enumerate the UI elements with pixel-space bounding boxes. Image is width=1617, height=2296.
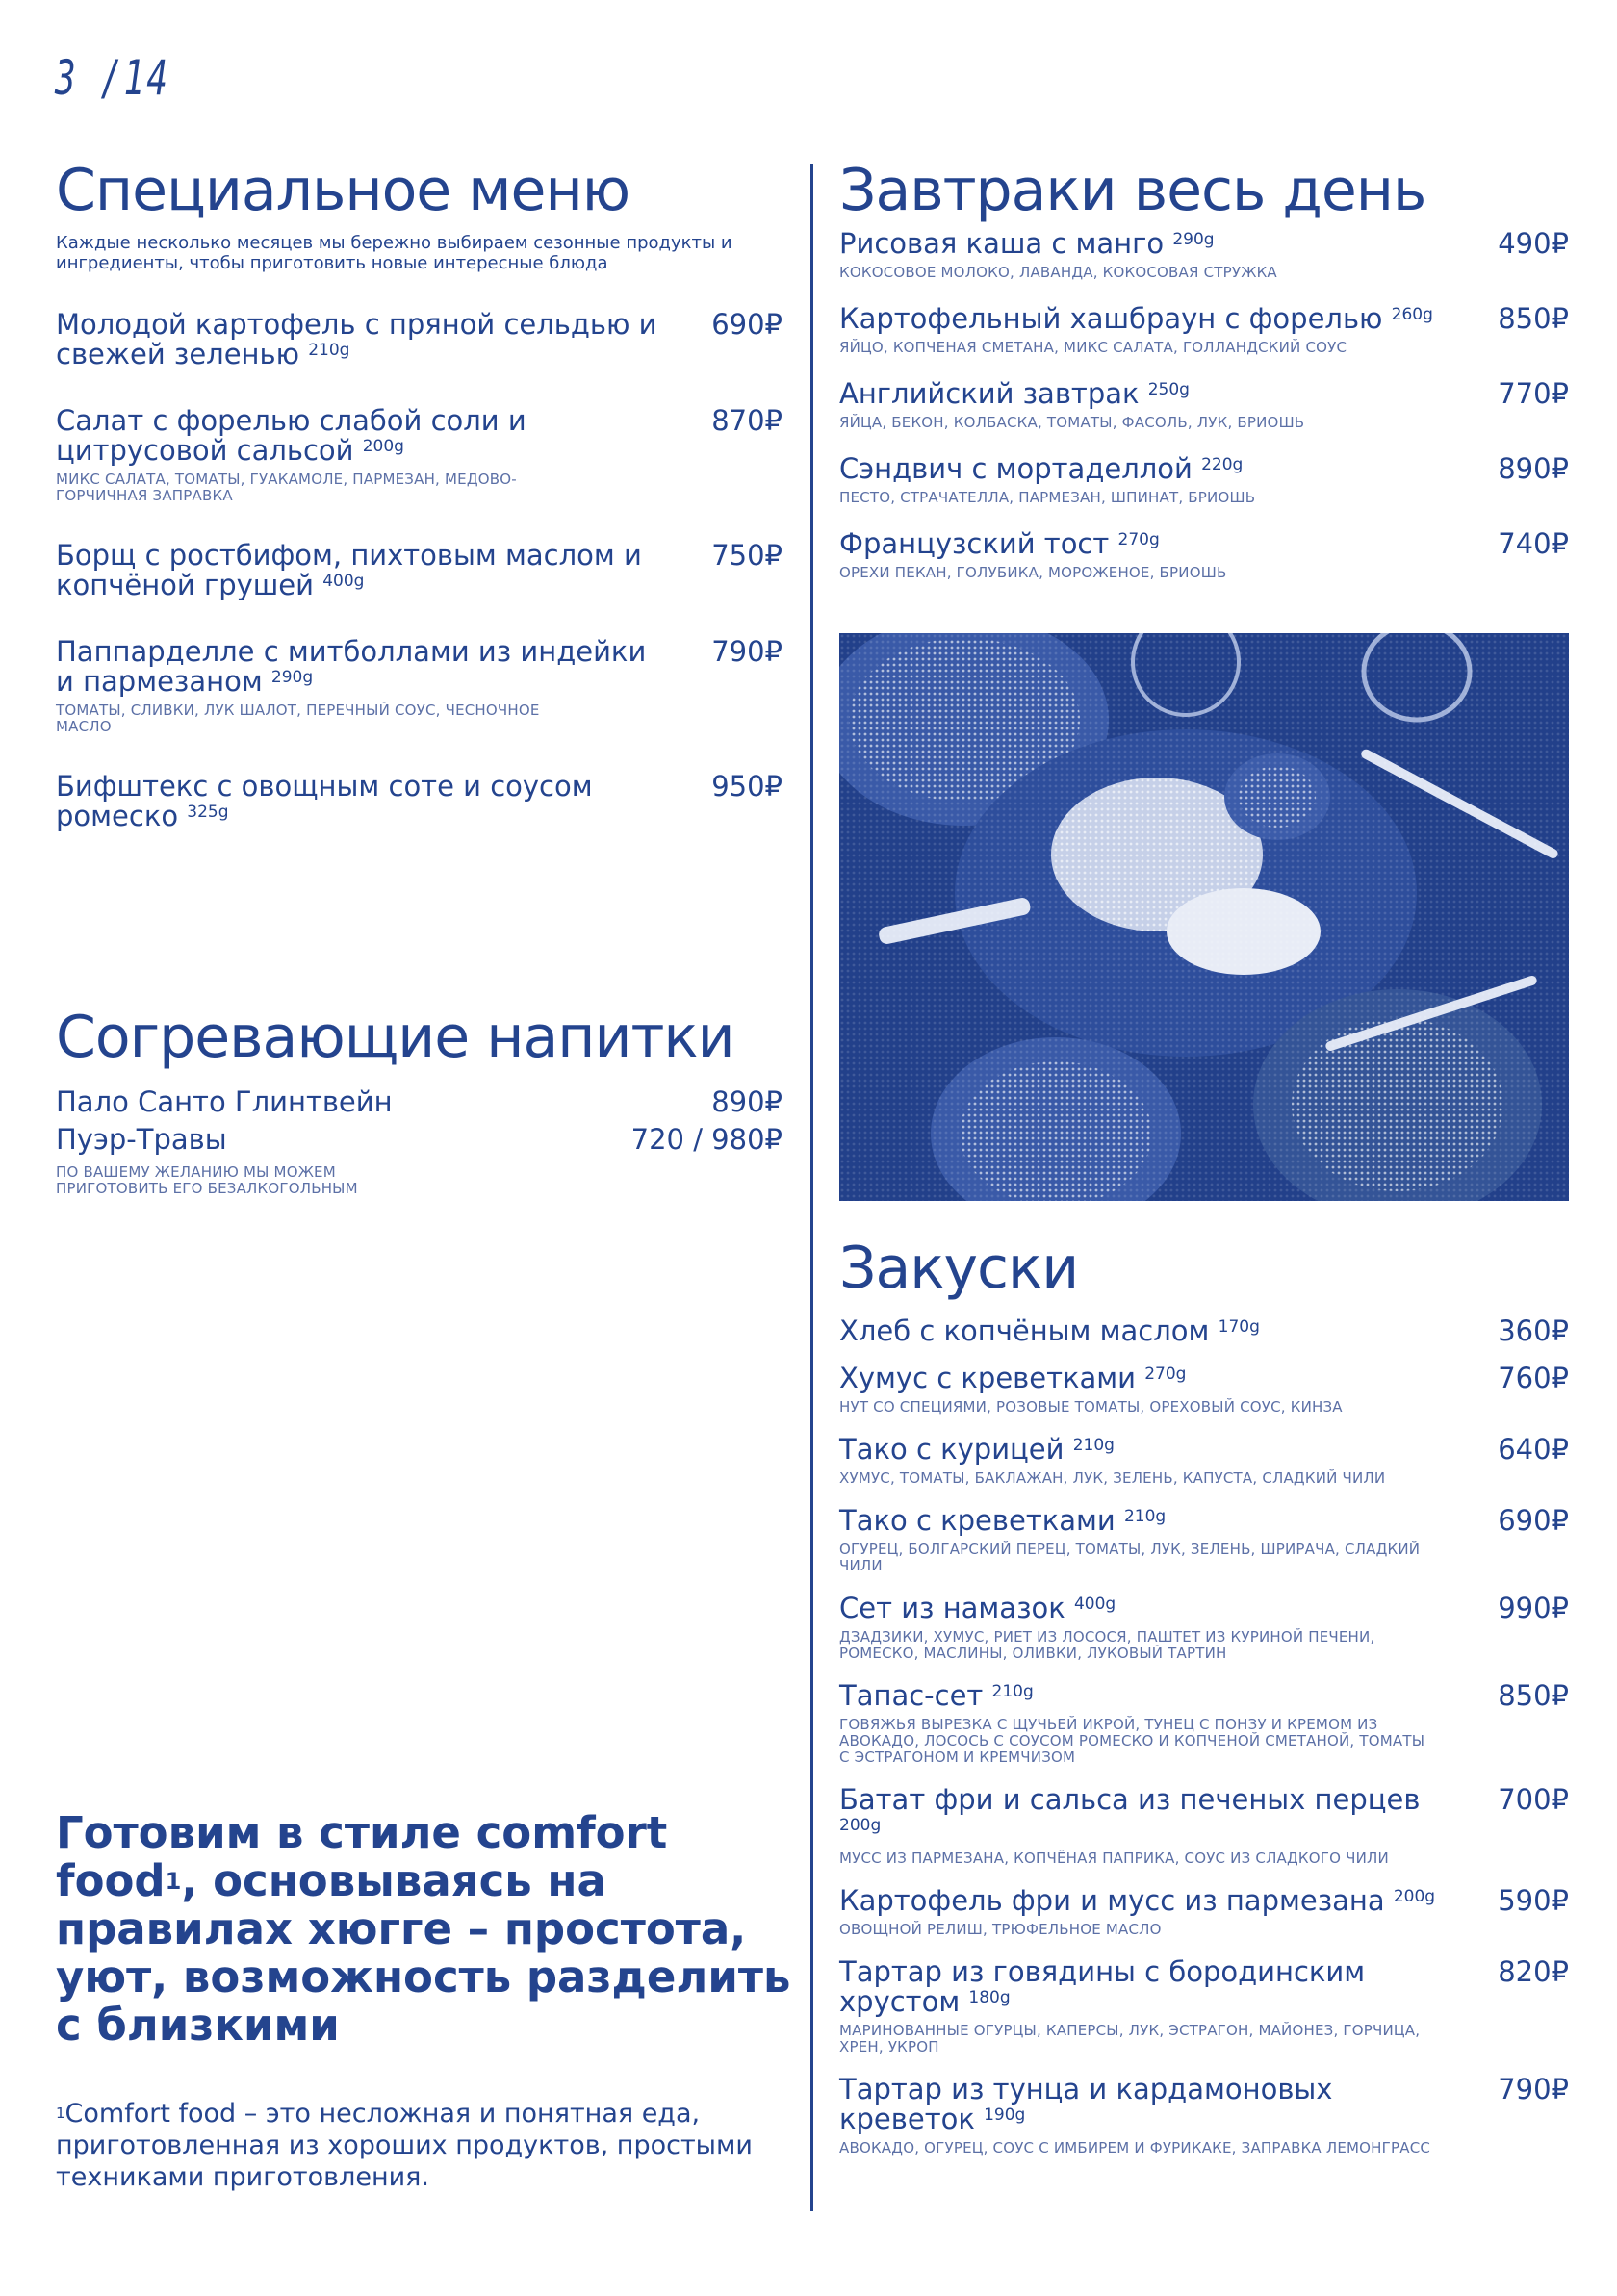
menu-item xyxy=(56,637,783,735)
menu-item-name xyxy=(56,541,783,600)
food-photo xyxy=(839,633,1569,1201)
menu-item xyxy=(839,1506,1569,1574)
menu-item-weight: 200g xyxy=(839,1816,882,1835)
menu-item-weight: 400g xyxy=(322,572,365,591)
menu-item xyxy=(56,772,783,831)
footnote-marker: 1 xyxy=(56,2105,65,2122)
menu-item-price: 770₽ xyxy=(1498,377,1569,410)
menu-item-description: ТОМАТЫ, СЛИВКИ, ЛУК ШАЛОТ, ПЕРЕЧНЫЙ СОУС, ЧЕСНОЧНОЕ МАСЛО xyxy=(56,702,540,735)
snacks-title: Закуски xyxy=(839,1235,1079,1302)
menu-item xyxy=(56,406,783,504)
menu-item-price: 700₽ xyxy=(1498,1783,1569,1816)
menu-item-name xyxy=(839,454,1569,484)
menu-item-title: Тако с курицей xyxy=(839,1433,1065,1466)
menu-item-title: Сет из намазок xyxy=(839,1592,1065,1624)
menu-item xyxy=(839,1681,1569,1766)
menu-item-name xyxy=(839,1435,1569,1465)
menu-item-price: 720 / 980₽ xyxy=(630,1123,783,1156)
menu-item-title: Салат с форелью слабой соли и цитрусовой сальсой xyxy=(56,404,526,467)
menu-item-description: ПЕСТО, СТРАЧАТЕЛЛА, ПАРМЕЗАН, ШПИНАТ, БРИОШЬ xyxy=(839,489,1256,506)
comfort-food-statement xyxy=(56,1809,807,2050)
menu-item-description: АВОКАДО, ОГУРЕЦ, СОУС С ИМБИРЕМ И ФУРИКАКЕ, ЗАПРАВКА ЛЕМОНГРАСС xyxy=(839,2139,1431,2156)
right-column xyxy=(839,154,1569,604)
menu-item-price: 490₽ xyxy=(1498,227,1569,260)
menu-item xyxy=(839,454,1569,506)
menu-item-name xyxy=(839,1316,1569,1346)
menu-item-description: КОКОСОВОЕ МОЛОКО, ЛАВАНДА, КОКОСОВАЯ СТРУЖКА xyxy=(839,264,1277,281)
menu-item xyxy=(839,229,1569,281)
left-column xyxy=(56,154,783,1197)
menu-item-price: 790₽ xyxy=(711,635,783,668)
menu-item xyxy=(839,1435,1569,1487)
menu-item-weight: 210g xyxy=(1072,1436,1115,1455)
comfort-marker: 1 xyxy=(165,1868,182,1895)
menu-item-title: Молодой картофель с пряной сельдью и свежей зеленью xyxy=(56,308,657,370)
menu-item xyxy=(56,541,783,600)
special-menu-title: Специальное меню xyxy=(56,157,630,224)
menu-item-name xyxy=(839,1506,1569,1536)
menu-item-price: 890₽ xyxy=(711,1085,783,1118)
food-photo-illustration xyxy=(839,633,1569,1201)
special-menu-list xyxy=(56,310,783,831)
menu-item-title: Хумус с креветками xyxy=(839,1362,1136,1394)
menu-item-title: Тартар из тунца и кардамоновых креветок xyxy=(839,2073,1333,2135)
menu-item-description: НУТ СО СПЕЦИЯМИ, РОЗОВЫЕ ТОМАТЫ, ОРЕХОВЫЙ СОУС, КИНЗА xyxy=(839,1398,1343,1416)
menu-item-name xyxy=(839,229,1569,259)
breakfast-title: Завтраки весь день xyxy=(839,157,1426,224)
menu-item-price: 790₽ xyxy=(1498,2073,1569,2105)
breakfast-list xyxy=(839,229,1569,581)
menu-item-description: ЯЙЦО, КОПЧЕНАЯ СМЕТАНА, МИКС САЛАТА, ГОЛЛАНДСКИЙ СОУС xyxy=(839,339,1348,356)
menu-item-name xyxy=(839,1594,1569,1623)
menu-item-description: ДЗАДЗИКИ, ХУМУС, РИЕТ ИЗ ЛОСОСЯ, ПАШТЕТ ИЗ КУРИНОЙ ПЕЧЕНИ, РОМЕСКО, МАСЛИНЫ, ОЛИВКИ, ЛУКОВЫЙ ТАРТИН xyxy=(839,1628,1375,1662)
menu-item xyxy=(839,1316,1569,1346)
menu-item-price: 640₽ xyxy=(1498,1433,1569,1466)
page-number: 3 /14 xyxy=(55,50,170,106)
snacks-column xyxy=(839,1232,1569,2176)
menu-item-description: ОРЕХИ ПЕКАН, ГОЛУБИКА, МОРОЖЕНОЕ, БРИОШЬ xyxy=(839,564,1227,581)
menu-item-weight: 250g xyxy=(1147,380,1190,399)
menu-item xyxy=(839,1957,1569,2055)
menu-item-name xyxy=(839,1886,1569,1916)
menu-item-description: ОГУРЕЦ, БОЛГАРСКИЙ ПЕРЕЦ, ТОМАТЫ, ЛУК, ЗЕЛЕНЬ, ШРИРАЧА, СЛАДКИЙ ЧИЛИ xyxy=(839,1541,1421,1574)
menu-item xyxy=(839,304,1569,356)
menu-item xyxy=(839,2075,1569,2156)
menu-item-price: 760₽ xyxy=(1498,1362,1569,1394)
menu-item-weight: 270g xyxy=(1144,1365,1187,1384)
menu-item-weight: 210g xyxy=(308,341,350,360)
column-divider xyxy=(810,164,813,2211)
menu-item xyxy=(56,310,783,370)
menu-item-title: Английский завтрак xyxy=(839,377,1140,410)
menu-item-title: Хлеб с копчёным маслом xyxy=(839,1314,1210,1347)
menu-item-title: Паппарделле с митболлами из индейки и пармезаном xyxy=(56,635,647,698)
menu-item-description: МИКС САЛАТА, ТОМАТЫ, ГУАКАМОЛЕ, ПАРМЕЗАН, МЕДОВО-ГОРЧИЧНАЯ ЗАПРАВКА xyxy=(56,471,517,504)
menu-item-title: Батат фри и сальса из печеных перцев xyxy=(839,1783,1421,1816)
menu-item-weight: 200g xyxy=(362,437,404,456)
menu-item xyxy=(839,379,1569,431)
menu-item-name xyxy=(839,529,1569,559)
special-menu-intro: Каждые несколько месяцев мы бережно выбираем сезонные продукты и ингредиенты, чтобы приготовить новые интересные блюда xyxy=(56,233,732,273)
menu-item-description: МУСС ИЗ ПАРМЕЗАНА, КОПЧЁНАЯ ПАПРИКА, СОУС ИЗ СЛАДКОГО ЧИЛИ xyxy=(839,1850,1389,1867)
menu-item-title: Французский тост xyxy=(839,527,1110,560)
menu-item xyxy=(839,1785,1569,1867)
menu-item-price: 850₽ xyxy=(1498,302,1569,335)
menu-item-name xyxy=(839,1681,1569,1711)
menu-item-description: ХУМУС, ТОМАТЫ, БАКЛАЖАН, ЛУК, ЗЕЛЕНЬ, КАПУСТА, СЛАДКИЙ ЧИЛИ xyxy=(839,1469,1386,1487)
menu-item-title: Борщ с ростбифом, пихтовым маслом и копчёной грушей xyxy=(56,539,642,601)
menu-item xyxy=(839,1364,1569,1416)
menu-item-name xyxy=(839,379,1569,409)
menu-item-weight: 260g xyxy=(1391,305,1433,324)
menu-item xyxy=(839,1886,1569,1938)
menu-item-weight: 210g xyxy=(1123,1507,1167,1526)
menu-item-name xyxy=(839,1785,1569,1845)
menu-item-weight: 170g xyxy=(1218,1317,1260,1337)
comfort-rest: основываясь на правилах хюгге – простота, уют, возможность разделить с близкими xyxy=(56,1855,791,2051)
menu-item-weight: 220g xyxy=(1201,455,1244,474)
menu-item-weight: 190g xyxy=(984,2105,1026,2125)
menu-item xyxy=(839,1594,1569,1662)
menu-item-price: 740₽ xyxy=(1498,527,1569,560)
menu-item-price: 690₽ xyxy=(1498,1504,1569,1537)
menu-item-description: МАРИНОВАННЫЕ ОГУРЦЫ, КАПЕРСЫ, ЛУК, ЭСТРАГОН, МАЙОНЕЗ, ГОРЧИЦА, ХРЕН, УКРОП xyxy=(839,2022,1421,2055)
menu-item-description: ОВОЩНОЙ РЕЛИШ, ТРЮФЕЛЬНОЕ МАСЛО xyxy=(839,1921,1162,1938)
menu-item-title: Рисовая каша с манго xyxy=(839,227,1165,260)
footnote-text: Comfort food – это несложная и понятная еда, приготовленная из хороших продуктов, простыми техниками приготовления. xyxy=(56,2099,753,2192)
menu-item-title: Пуэр-Травы xyxy=(56,1123,227,1156)
menu-item-name xyxy=(839,2075,1569,2134)
menu-item-price: 360₽ xyxy=(1498,1314,1569,1347)
menu-item-name xyxy=(56,310,783,370)
menu-item-name xyxy=(56,406,783,466)
menu-item xyxy=(56,1087,783,1117)
menu-item-title: Картофельный хашбраун с форелью xyxy=(839,302,1383,335)
drinks-title: Согревающие напитки xyxy=(56,1004,734,1071)
menu-item-price: 750₽ xyxy=(711,539,783,572)
menu-item-price: 870₽ xyxy=(711,404,783,437)
menu-item-name xyxy=(839,1364,1569,1393)
comfort-line1-end: , xyxy=(181,1855,198,1906)
menu-item-title: Тартар из говядины с бородинским хрустом xyxy=(839,1955,1366,2018)
snacks-list xyxy=(839,1316,1569,2156)
menu-item-title: Тако с креветками xyxy=(839,1504,1116,1537)
menu-item-name xyxy=(56,637,783,697)
menu-item-price: 890₽ xyxy=(1498,452,1569,485)
menu-item-price: 950₽ xyxy=(711,770,783,803)
drinks-note: ПО ВАШЕМУ ЖЕЛАНИЮ МЫ МОЖЕМ ПРИГОТОВИТЬ ЕГО БЕЗАЛКОГОЛЬНЫМ xyxy=(56,1163,358,1197)
menu-item-price: 690₽ xyxy=(711,308,783,341)
menu-item xyxy=(839,529,1569,581)
menu-item-weight: 180g xyxy=(968,1988,1011,2007)
menu-item-weight: 210g xyxy=(991,1682,1034,1701)
menu-item-price: 590₽ xyxy=(1498,1884,1569,1917)
menu-item-name xyxy=(839,1957,1569,2017)
menu-item-title: Бифштекс с овощным соте и соусом ромеско xyxy=(56,770,593,832)
comfort-line1: Готовим в стиле comfort food xyxy=(56,1807,668,1906)
menu-item-description: ГОВЯЖЬЯ ВЫРЕЗКА С ЩУЧЬЕЙ ИКРОЙ, ТУНЕЦ С ПОНЗУ И КРЕМОМ ИЗ АВОКАДО, ЛОСОСЬ С СОУСОМ РОМЕСКО И КОПЧЕНОЙ СМЕТАНОЙ, ТОМАТЫ С ЭСТРАГОНОМ И КРЕМЧИЗОМ xyxy=(839,1716,1425,1766)
footnote xyxy=(56,2098,807,2193)
drinks-list xyxy=(56,1087,783,1155)
menu-item-price: 850₽ xyxy=(1498,1679,1569,1712)
menu-item-weight: 325g xyxy=(187,803,229,822)
menu-item-price: 820₽ xyxy=(1498,1955,1569,1988)
menu-item-name xyxy=(56,1087,783,1117)
menu-item-description: ЯЙЦА, БЕКОН, КОЛБАСКА, ТОМАТЫ, ФАСОЛЬ, ЛУК, БРИОШЬ xyxy=(839,414,1305,431)
menu-item-weight: 200g xyxy=(1393,1887,1436,1906)
menu-item-title: Картофель фри и мусс из пармезана xyxy=(839,1884,1385,1917)
menu-item-price: 990₽ xyxy=(1498,1592,1569,1624)
menu-item-title: Пало Санто Глинтвейн xyxy=(56,1085,393,1118)
menu-item-weight: 290g xyxy=(1172,230,1215,249)
menu-item-weight: 400g xyxy=(1073,1594,1116,1614)
menu-item-title: Тапас-сет xyxy=(839,1679,984,1712)
menu-item-weight: 270g xyxy=(1117,530,1160,549)
menu-item-weight: 290g xyxy=(270,668,314,687)
menu-item-name xyxy=(839,304,1569,334)
menu-item-title: Сэндвич с мортаделлой xyxy=(839,452,1193,485)
menu-item xyxy=(56,1125,783,1155)
menu-item-name xyxy=(56,772,783,831)
